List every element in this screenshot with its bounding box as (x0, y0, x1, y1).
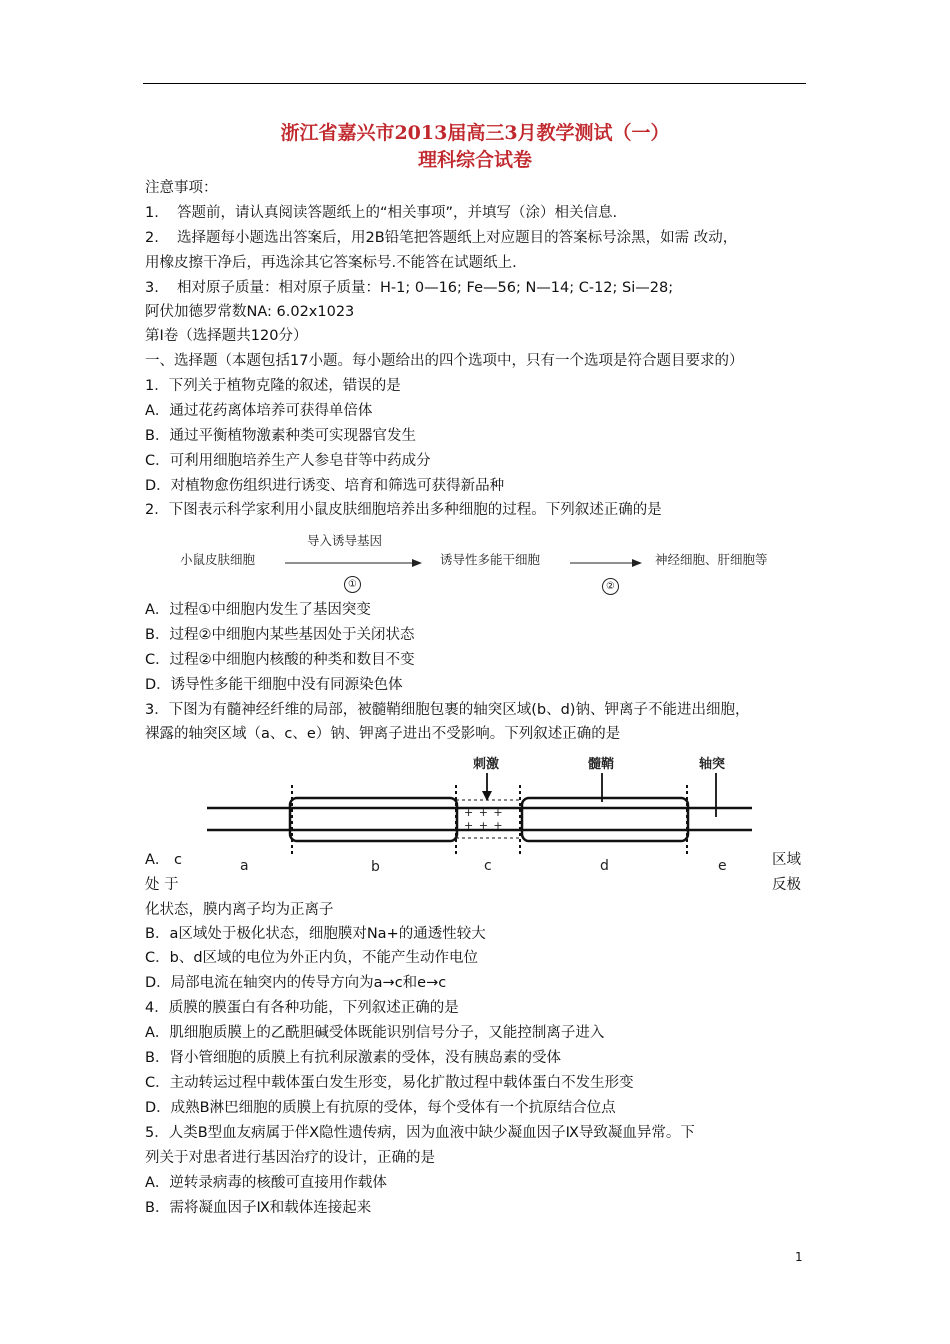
q2-option-a: A．过程①中细胞内发生了基因突变 (145, 602, 371, 618)
q2-stem: 2．下图表示科学家利用小鼠皮肤细胞培养出多种细胞的过程。下列叙述正确的是 (145, 502, 662, 518)
note-3: 3. 相对原子质量：相对原子质量：H-1; 0—16; Fe—56; N—14; C-12; Si—28; (145, 280, 674, 296)
section-title: 第I卷（选择题共120分） (145, 328, 308, 344)
q3-option-a-right1: 区域 (772, 852, 801, 868)
myelin-sheath-b (290, 798, 457, 841)
q5-option-a: A．逆转录病毒的核酸可直接用作载体 (145, 1175, 387, 1191)
q3-option-a-left2: 处 于 (145, 877, 179, 893)
note-1: 1. 答题前，请认真阅读答题纸上的“相关事项”，并填写（涂）相关信息. (145, 205, 618, 221)
q3-option-c: C．b、d区域的电位为外正内负，不能产生动作电位 (145, 950, 479, 966)
step2-marker: ② (602, 578, 619, 595)
q5-stem-line1: 5．人类B型血友病属于伴X隐性遗传病，因为血液中缺少凝血因子Ⅸ导致凝血异常。下 (145, 1125, 695, 1141)
q1-stem: 1．下列关于植物克隆的叙述，错误的是 (145, 378, 401, 394)
q1-option-a: A．通过花药离体培养可获得单倍体 (145, 403, 373, 419)
region-c: c (484, 858, 492, 874)
diagram-middle-label: 诱导性多能干细胞 (440, 552, 541, 567)
title-line1: 浙江省嘉兴市2013届高三3月教学测试（一） (280, 122, 670, 144)
q3-stem-line1: 3．下图为有髓神经纤维的局部，被髓鞘细胞包裹的轴突区域(b、d)钠、钾离子不能进出细胞， (145, 702, 750, 718)
diagram-start-label: 小鼠皮肤细胞 (180, 552, 256, 567)
q2-option-c: C．过程②中细胞内核酸的种类和数目不变 (145, 652, 415, 668)
q4-option-c: C．主动转运过程中载体蛋白发生形变，易化扩散过程中载体蛋白不发生形变 (145, 1075, 634, 1091)
notes-heading: 注意事项： (145, 180, 218, 196)
q5-stem-line2: 列关于对患者进行基因治疗的设计，正确的是 (145, 1150, 435, 1166)
myelin-sheath-d (522, 798, 688, 841)
avogadro-line: 阿伏加德罗常数NA: 6.02x1023 (145, 304, 355, 320)
step1-marker: ① (344, 576, 361, 593)
label-axon: 轴突 (699, 757, 726, 772)
note-2-cont: 用橡皮擦干净后，再选涂其它答案标号.不能答在试题纸上. (145, 255, 517, 271)
part-heading: 一、选择题（本题包括17小题。每小题给出的四个选项中，只有一个选项是符合题目要求的） (145, 353, 744, 369)
label-myelin: 髓鞘 (588, 757, 615, 772)
diagram-end-label: 神经细胞、肝细胞等 (655, 552, 768, 567)
q3-option-a-start: A． c (145, 852, 183, 868)
q3-option-d: D．局部电流在轴突内的传导方向为a→c和e→c (145, 975, 447, 991)
q3-stem-line2: 裸露的轴突区域（a、c、e）钠、钾离子进出不受影响。下列叙述正确的是 (145, 726, 621, 742)
region-b: b (371, 859, 380, 875)
q3-option-b: B．a区域处于极化状态，细胞膜对Na+的通透性较大 (145, 926, 486, 942)
q3-option-a-right2: 反极 (772, 877, 801, 893)
q4-option-d: D．成熟B淋巴细胞的质膜上有抗原的受体，每个受体有一个抗原结合位点 (145, 1100, 616, 1116)
region-e: e (718, 858, 727, 874)
charges-bottom: + + + (464, 819, 504, 832)
region-a: a (240, 858, 249, 874)
q3-option-a-cont: 化状态，膜内离子均为正离子 (145, 902, 334, 918)
q4-stem: 4．质膜的膜蛋白有各种功能，下列叙述正确的是 (145, 1000, 459, 1016)
q4-option-b: B．肾小管细胞的质膜上有抗利尿激素的受体，没有胰岛素的受体 (145, 1050, 561, 1066)
q1-option-c: C．可利用细胞培养生产人参皂苷等中药成分 (145, 453, 431, 469)
q1-option-d: D．对植物愈伤组织进行诱变、培育和筛选可获得新品种 (145, 478, 505, 494)
label-stimulus: 刺激 (473, 757, 500, 772)
diagram-arrow1-label: 导入诱导基因 (307, 533, 383, 548)
note-2: 2. 选择题每小题选出答案后，用2B铅笔把答题纸上对应题目的答案标号涂黑，如需 改动， (145, 230, 738, 246)
q2-option-b: B．过程②中细胞内某些基因处于关闭状态 (145, 627, 415, 643)
title-line2: 理科综合试卷 (417, 149, 532, 171)
region-d: d (600, 858, 609, 874)
page-number: 1 (795, 1250, 803, 1264)
charges-top: + + + (464, 806, 504, 819)
q2-option-d: D．诱导性多能干细胞中没有同源染色体 (145, 677, 403, 693)
q1-option-b: B．通过平衡植物激素种类可实现器官发生 (145, 428, 416, 444)
q5-option-b: B．需将凝血因子Ⅸ和载体连接起来 (145, 1200, 372, 1216)
q4-option-a: A．肌细胞质膜上的乙酰胆碱受体既能识别信号分子，又能控制离子进入 (145, 1025, 605, 1041)
